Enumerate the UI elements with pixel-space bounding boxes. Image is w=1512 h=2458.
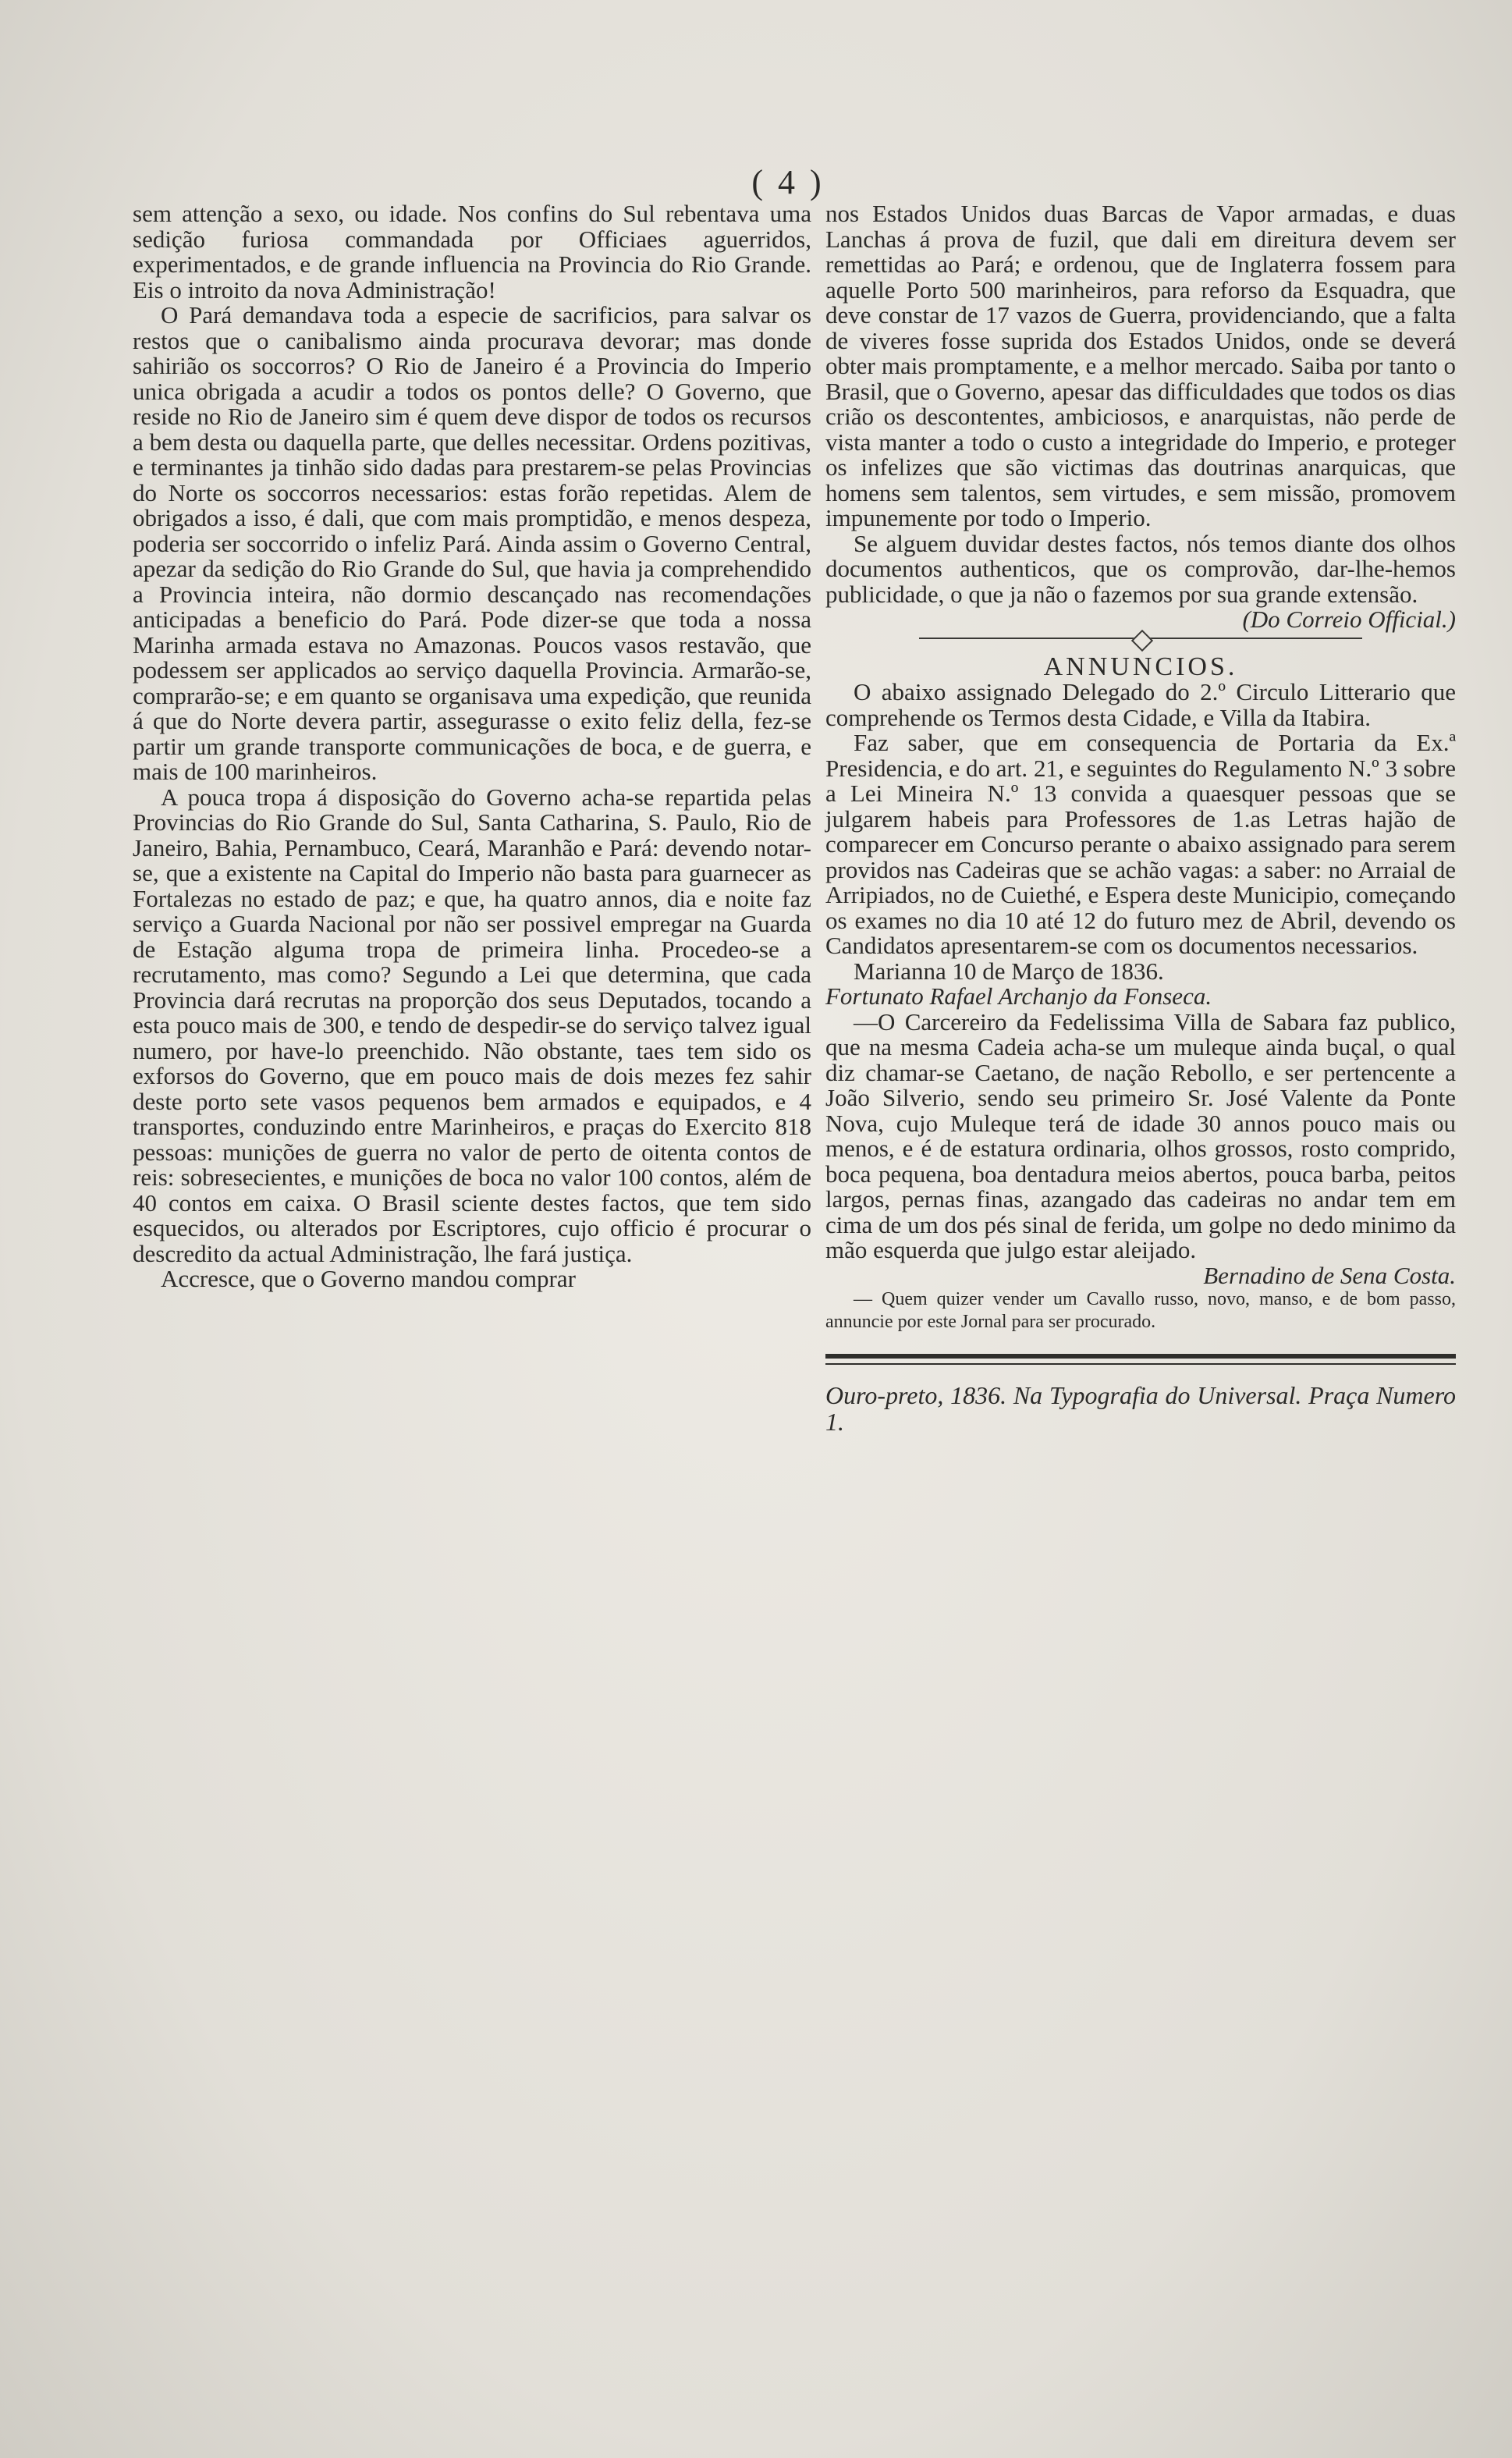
article-paragraph: O Pará demandava toda a especie de sacrificios, para salvar os restos que o canibalismo ainda procurava devorar; mas donde sahirião os soccorros? O Rio de Janeiro é a Provincia do Imperio unica obrigada a acudir a todos os pontos delle? O Governo, que reside no Rio de Janeiro sim é quem deve dispor de todos os recursos a bem desta ou daquella parte, que delles necessitar. Ordens pozitivas, e terminantes ja tinhão sido dadas para prestarem-se pelas Provincias do Norte os soccorros necessarios: estas forão repetidas. Alem de obrigados a isso, é dali, que com mais promptidão, e menos despeza, poderia ser soccorrido o infeliz Pará. Ainda assim o Governo Central, apezar da sedição do Rio Grande do Sul, que havia ja comprehendido a Provincia inteira, não dormio descançado nas recomendações anticipadas a beneficio do Pará. Pode dizer-se que toda a nossa Marinha armada estava no Amazonas. Poucos vasos restavão, que podessem ser applicados ao serviço daquella Provincia. Armarão-se, comprarão-se; e em quanto se organisava uma expedição, que reunida á que do Norte devera partir, assegurasse o exito feliz della, fez-se partir um grande transporte communicações de boca, e de guerra, e mais de 100 marinheiros. bbox=[133, 301, 811, 785]
article-paragraph: nos Estados Unidos duas Barcas de Vapor armadas, e duas Lanchas á prova de fuzil, que dali em direitura devem ser remettidas ao Pará; e ordenou, que de Inglaterra fossem para aquelle Porto 500 marinheiros, para reforso da Esquadra, que deve constar de 17 vazos de Guerra, providenciando, que a falta de viveres fosse suprida dos Estados Unidos, onde se deverá obter mais promptamente, e a melhor mercado. Saiba por tanto o Brasil, que o Governo, apesar das difficuldades que todos os dias crião os descontentes, ambiciosos, e anarquistas, não perde de vista manter a todo o custo a integridade do Imperio, e proteger os infelizes que são victimas das doutrinas anarquicas, que homens sem talentos, sem virtudes, e sem missão, promovem impunemente por todo o Imperio. bbox=[825, 200, 1456, 531]
announcement-paragraph: O abaixo assignado Delegado do 2.º Circulo Litterario que comprehende os Termos desta Cidade, e Villa da Itabira. bbox=[825, 678, 1456, 731]
announcement-paragraph: Faz saber, que em consequencia de Portaria da Ex.ª Presidencia, e do art. 21, e seguintes do Regulamento N.º 3 sobre a Lei Mineira N.º 13 convida a quaesquer pessoas que se julgarem habeis para Professores de 1.as Letras hajão de comparecer em Concurso perante o abaixo assignado para serem providos nas Cadeiras que se achão vagas: a saber: no Arraial de Arripiados, no de Cuiethé, e Espera deste Municipio, começando os exames no dia 10 até 12 do futuro mez de Abril, devendo os Candidatos apresentarem-se com os documentos necessarios. bbox=[825, 729, 1456, 959]
article-paragraph: Accresce, que o Governo mandou comprar bbox=[161, 1265, 576, 1292]
section-heading: ANNUNCIOS. bbox=[1043, 652, 1238, 681]
footer-rule bbox=[825, 1354, 1456, 1359]
announcement-date: Marianna 10 de Março de 1836. bbox=[854, 957, 1164, 985]
footer-rule-thin bbox=[825, 1363, 1456, 1365]
announcement-paragraph: —O Carcereiro da Fedelissima Villa de Sabara faz publico, que na mesma Cadeia acha-se um muleque ainda buçal, o qual diz chamar-se Caetano, de nação Rebollo, e ser pertencente a João Silverio, sendo seu primeiro Sr. José Valente da Ponte Nova, cujo Muleque terá de idade 30 annos pouco mais ou menos, e é de estatura ordinaria, olhos grossos, rosto comprido, boca pequena, boa dentadura meios abertos, pouca barba, peitos largos, pernas finas, azangado das cadeiras no andar tem em cima de um dos pés sinal de ferida, um golpe no dedo minimo da mão esquerda que julgo estar aleijado. bbox=[825, 1007, 1456, 1263]
announcement-signature: Fortunato Rafael Archanjo da Fonseca. bbox=[825, 982, 1212, 1010]
imprint: Ouro-preto, 1836. Na Typografia do Universal. Praça Numero 1. bbox=[825, 1381, 1456, 1436]
left-column bbox=[133, 201, 811, 1292]
announcement-paragraph: — Quem quizer vender um Cavallo russo, novo, manso, e de bom passo, annuncie por este Jornal para ser procurado. bbox=[825, 1289, 1456, 1332]
article-paragraph: sem attenção a sexo, ou idade. Nos confins do Sul rebentava uma sedição furiosa commandada por Officiaes aguerridos, experimentados, e de grande influencia na Provincia do Rio Grande. Eis o introito da nova Administração! bbox=[133, 200, 811, 304]
right-column bbox=[825, 201, 1456, 1435]
page-number: ( 4 ) bbox=[751, 163, 825, 201]
article-paragraph: Se alguem duvidar destes factos, nós temos diante dos olhos documentos authenticos, que os comprovão, dar-lhe-hemos publicidade, o que ja não o fazemos por sua grande extensão. bbox=[825, 529, 1456, 608]
announcement-signature: Bernadino de Sena Costa. bbox=[1203, 1261, 1456, 1289]
article-paragraph: A pouca tropa á disposição do Governo acha-se repartida pelas Provincias do Rio Grande do Sul, Santa Catharina, S. Paulo, Rio de Janeiro, Bahia, Pernambuco, Ceará, Maranhão e Pará: devendo notar-se, que a existente na Capital do Imperio não basta para guarnecer as Fortalezas no estado de paz; e que, ha quatro annos, dia e noite faz serviço a Guarda Nacional por não ser possivel empregar na Guarda de Estação alguma tropa de primeira linha. Procedeo-se a recrutamento, mas como? Segundo a Lei que determina, que cada Provincia dará recrutas na proporção dos seus Deputados, tocando a esta pouco mais de 300, e tendo de despedir-se do serviço talvez igual numero, por have-lo preenchido. Não obstante, taes tem sido os exforsos do Governo, que em pouco mais de dois mezes fez sahir deste porto sete vasos pequenos bem armados e equipados, e 4 transportes, conduzindo entre Marinheiros, e praças do Exercito 818 pessoas: munições de guerra no valor de perto de oitenta contos de reis: sobresecientes, e munições de boca no valor 100 contos, além de 40 contos em caixa. O Brasil sciente destes factos, que tem sido esquecidos, ou alterados por Escriptores, cujo officio é procurar o descredito da actual Administração, lhe fará justiça. bbox=[133, 783, 811, 1267]
article-source: (Do Correio Official.) bbox=[1242, 606, 1456, 633]
ornamental-divider bbox=[919, 638, 1362, 650]
